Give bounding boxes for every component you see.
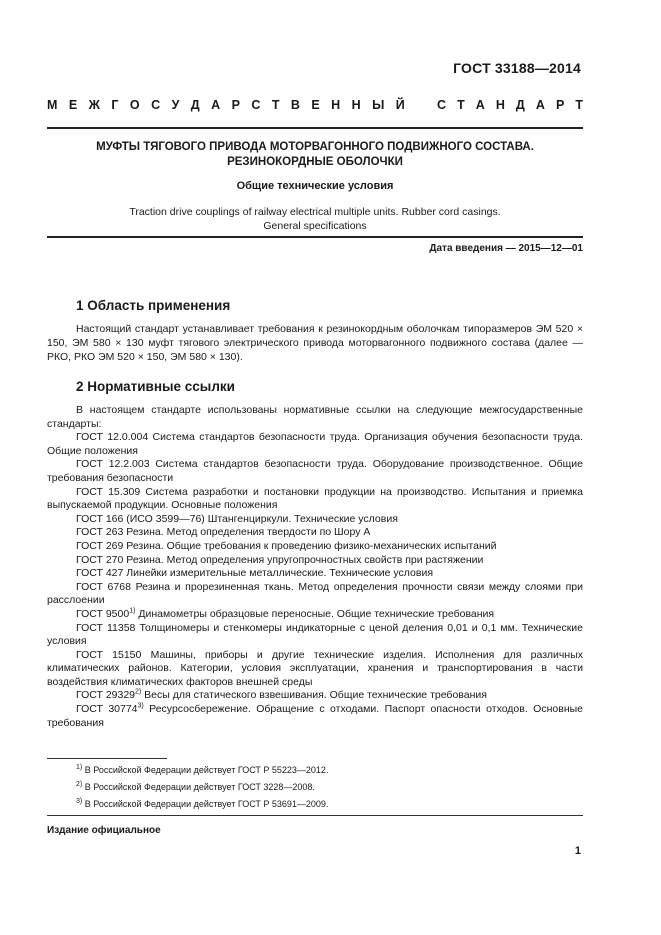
reference-code: ГОСТ 30774 bbox=[76, 703, 138, 716]
reference-title: Ресурсосбережение. Обращение с отходами. Паспорт опасности отходов. Основные требования bbox=[47, 703, 584, 729]
reference-title: Динамометры образцовые переносные. Общие технические требования bbox=[135, 607, 495, 620]
reference-title: Система разработки и постановки продукции на производство. Испытания и приемка выпускаемой продукции. Основные положения bbox=[47, 485, 583, 512]
reference-item bbox=[47, 703, 583, 730]
standard-letter: Т bbox=[457, 98, 465, 112]
footnote-marker: 1) bbox=[129, 607, 136, 615]
reference-item bbox=[47, 689, 583, 703]
reference-item bbox=[47, 581, 583, 608]
interstate-letter: Ж bbox=[88, 98, 100, 112]
reference-item bbox=[47, 608, 583, 622]
reference-code: ГОСТ 9500 bbox=[76, 607, 130, 620]
interstate-word bbox=[47, 98, 405, 112]
footnote-marker: 2) bbox=[135, 688, 142, 696]
standard-word bbox=[437, 98, 583, 112]
introduction-date: Дата введения — 2015—12—01 bbox=[429, 243, 583, 254]
interstate-letter: Д bbox=[190, 98, 200, 112]
standard-letter: Д bbox=[515, 98, 525, 112]
footnote-text: В Российской Федерации действует ГОСТ Р 53691—2009. bbox=[82, 799, 329, 809]
reference-item bbox=[47, 622, 583, 649]
interstate-standard-banner bbox=[47, 98, 583, 112]
footnote-mark: 1) bbox=[76, 764, 83, 771]
interstate-letter: А bbox=[211, 98, 221, 112]
interstate-letter: Й bbox=[395, 98, 405, 112]
official-edition-label: Издание официальное bbox=[47, 825, 161, 836]
interstate-letter: М bbox=[47, 98, 58, 112]
footnote-item bbox=[76, 779, 328, 796]
footnotes bbox=[76, 762, 328, 813]
english-title-line-1: Traction drive couplings of railway electrical multiple units. Rubber cord casings. bbox=[129, 206, 501, 218]
document-code: ГОСТ 33188—2014 bbox=[453, 60, 581, 76]
section-1-text bbox=[47, 322, 583, 364]
reference-title: Толщиномеры и стенкомеры индикаторные с ценой деления 0,01 и 0,1 мм. Технические условия bbox=[47, 621, 583, 648]
english-title-line-2: General specifications bbox=[263, 220, 367, 232]
standard-letter: Н bbox=[495, 98, 505, 112]
interstate-letter: Н bbox=[351, 98, 361, 112]
footnote-text: В Российской Федерации действует ГОСТ 3228—2008. bbox=[82, 782, 315, 792]
footnote-separator bbox=[47, 758, 167, 759]
section-1-paragraph: Настоящий стандарт устанавливает требования к резинокордным оболочкам типоразмеров ЭМ 520 × 150, ЭМ 580 × 130 муфт тягового электрического привода моторвагонного подвижного состава (далее — РКО, РКО ЭМ 520 × 150, ЭМ 580 × 130). bbox=[47, 323, 583, 363]
reference-code: ГОСТ 15150 bbox=[76, 648, 142, 661]
interstate-letter: О bbox=[129, 98, 140, 112]
reference-item bbox=[47, 567, 583, 581]
reference-title: Машины, приборы и другие технические изделия. Исполнения для различных климатических районов. Категории, условия эксплуатации, хранения и транспортирования в части воздействия климатических факторов внешней среды bbox=[47, 648, 583, 688]
reference-item bbox=[47, 458, 583, 485]
header-rule bbox=[47, 127, 583, 129]
title-line-1: МУФТЫ ТЯГОВОГО ПРИВОДА МОТОРВАГОННОГО ПОДВИЖНОГО СОСТАВА. bbox=[96, 141, 534, 153]
interstate-letter: Е bbox=[311, 98, 320, 112]
standard-letter: Р bbox=[555, 98, 565, 112]
footnote-mark: 3) bbox=[76, 798, 83, 805]
reference-title: Резина. Общие требования к проведению физико-механических испытаний bbox=[123, 539, 497, 552]
reference-code: ГОСТ 11358 bbox=[76, 621, 136, 634]
interstate-letter: У bbox=[171, 98, 180, 112]
standard-letter: С bbox=[437, 98, 447, 112]
reference-title: Резина. Метод определения упругопрочностных свойств при растяжении bbox=[123, 553, 484, 566]
reference-code: ГОСТ 270 bbox=[76, 553, 124, 566]
reference-code: ГОСТ 15.309 bbox=[76, 485, 141, 498]
reference-code: ГОСТ 29329 bbox=[76, 689, 136, 702]
footnote-text: В Российской Федерации действует ГОСТ Р 55223—2012. bbox=[82, 765, 329, 775]
normative-references bbox=[47, 404, 583, 730]
standard-letter: А bbox=[535, 98, 545, 112]
interstate-letter: Ы bbox=[372, 98, 385, 112]
standard-letter: Т bbox=[575, 98, 583, 112]
reference-item bbox=[47, 431, 583, 458]
interstate-letter: В bbox=[290, 98, 300, 112]
reference-title: Штангенциркули. Технические условия bbox=[204, 512, 398, 525]
page-number: 1 bbox=[574, 845, 581, 857]
footnote-item bbox=[76, 796, 328, 813]
standard-letter: А bbox=[475, 98, 485, 112]
reference-code: ГОСТ 427 bbox=[76, 567, 124, 580]
document-subtitle: Общие технические условия bbox=[236, 180, 394, 192]
reference-list bbox=[47, 431, 583, 730]
reference-item bbox=[47, 649, 583, 690]
footnote-marker: 3) bbox=[137, 702, 144, 710]
reference-title: Весы для статического взвешивания. Общие технические требования bbox=[141, 689, 487, 702]
reference-code: ГОСТ 263 bbox=[76, 526, 124, 539]
reference-item bbox=[47, 554, 583, 568]
reference-code: ГОСТ 12.2.003 bbox=[76, 458, 150, 471]
reference-code: ГОСТ 166 (ИСО 3599—76) bbox=[76, 512, 205, 525]
interstate-letter: Е bbox=[68, 98, 78, 112]
reference-code: ГОСТ 6768 bbox=[76, 580, 131, 593]
reference-title: Система стандартов безопасности труда. Оборудование производственное. Общие требования безопасности bbox=[47, 458, 583, 484]
interstate-letter: Г bbox=[111, 98, 119, 112]
reference-code: ГОСТ 269 bbox=[76, 539, 124, 552]
reference-item bbox=[47, 513, 583, 527]
reference-title: Резина и прорезиненная ткань. Метод определения прочности связи между слоями при расслоении bbox=[47, 580, 584, 607]
reference-item bbox=[47, 540, 583, 554]
reference-code: ГОСТ 12.0.004 bbox=[76, 431, 149, 444]
reference-item bbox=[47, 486, 583, 513]
reference-title: Система стандартов безопасности труда. Организация обучения безопасности труда. Общие положения bbox=[47, 431, 584, 457]
interstate-letter: С bbox=[151, 98, 161, 112]
footer-rule bbox=[47, 815, 583, 816]
title-line-2: РЕЗИНОКОРДНЫЕ ОБОЛОЧКИ bbox=[227, 156, 403, 168]
interstate-letter: Т bbox=[271, 98, 280, 112]
title-rule bbox=[47, 236, 583, 238]
footnote-mark: 2) bbox=[76, 781, 83, 788]
interstate-letter: Н bbox=[331, 98, 341, 112]
reference-title: Линейки измерительные металлические. Технические условия bbox=[123, 567, 434, 580]
document-title bbox=[47, 140, 583, 170]
reference-item bbox=[47, 526, 583, 540]
section-1-heading: 1 Область применения bbox=[76, 298, 231, 313]
section-2-heading: 2 Нормативные ссылки bbox=[76, 379, 235, 394]
reference-title: Резина. Метод определения твердости по Шору А bbox=[123, 526, 371, 539]
section-2-intro: В настоящем стандарте использованы нормативные ссылки на следующие межгосударственные стандарты: bbox=[47, 404, 583, 430]
interstate-letter: С bbox=[251, 98, 261, 112]
english-title bbox=[47, 205, 583, 233]
footnote-item bbox=[76, 762, 328, 779]
interstate-letter: Р bbox=[231, 98, 240, 112]
